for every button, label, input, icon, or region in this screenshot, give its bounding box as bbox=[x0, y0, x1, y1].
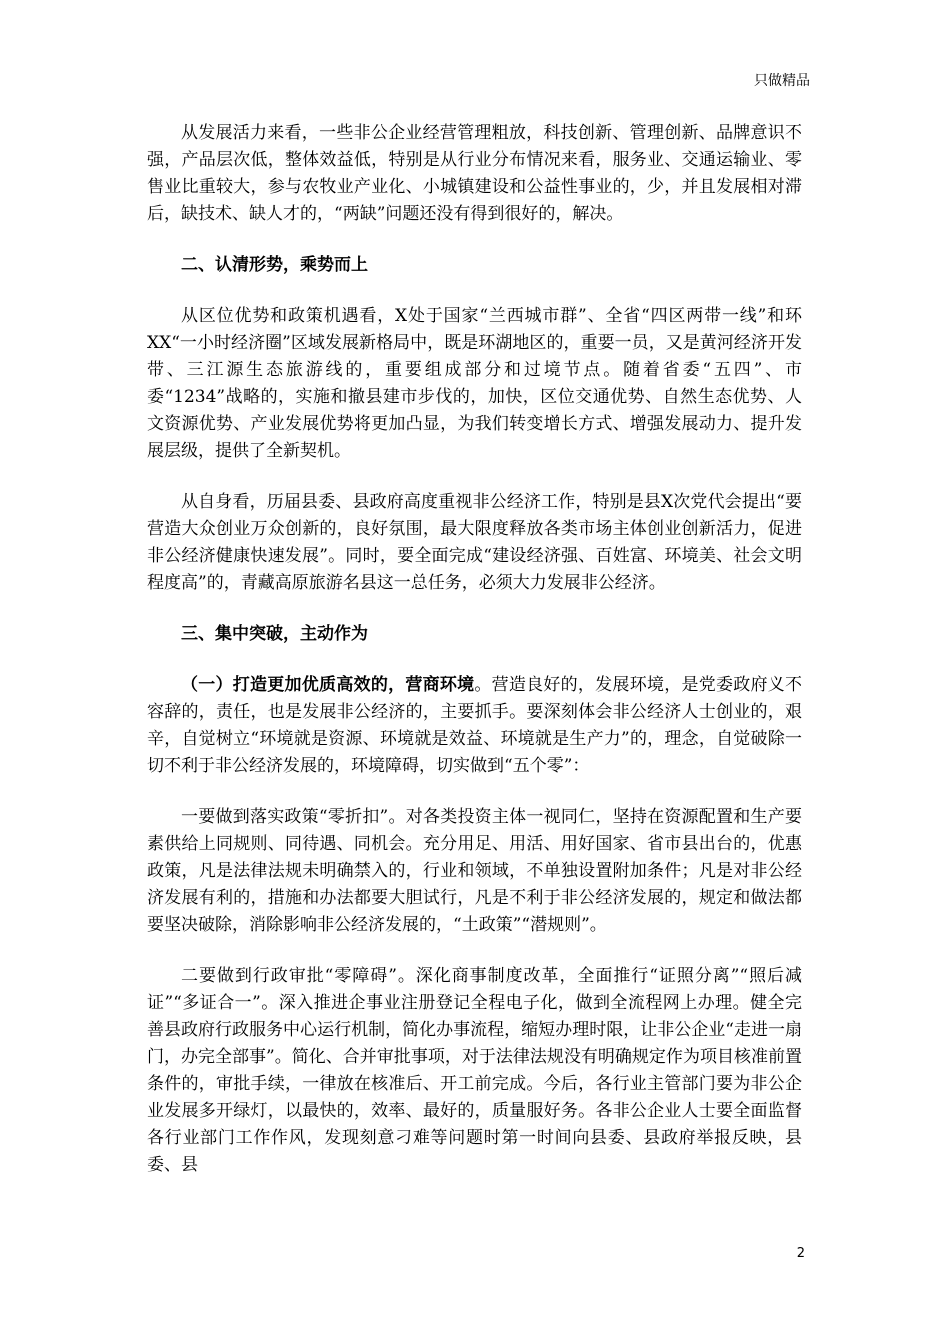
document-body bbox=[147, 120, 802, 1203]
section-heading-3: 三、集中突破，主动作为 bbox=[181, 624, 368, 644]
paragraph-zero-discount: 一要做到落实政策“零折扣”。对各类投资主体一视同仁，坚持在资源配置和生产要素供给上同规则、同待遇、同机会。充分用足、用活、用好国家、省市县出台的，优惠政策，凡是法律法规未明确禁入的，行业和领域，不单独设置附加条件；凡是对非公经济发展有利的，措施和办法都要大胆试行，凡是不利于非公经济发展的，规定和做法都要坚决破除，消除影响非公经济发展的，“土政策”“潜规则”。 bbox=[147, 807, 802, 935]
section-heading-2: 二、认清形势，乘势而上 bbox=[181, 255, 368, 275]
paragraph-zero-obstacle: 二要做到行政审批“零障碍”。深化商事制度改革，全面推行“证照分离”“照后减证”“多证合一”。深入推进企事业注册登记全程电子化，做到全流程网上办理。健全完善县政府行政服务中心运行机制，简化办事流程，缩短办理时限，让非公企业“走进一扇门，办完全部事”。简化、合并审批事项，对于法律法规没有明确规定作为项目核准前置条件的，审批手续，一律放在核准后、开工前完成。今后，各行业主管部门要为非公企业发展多开绿灯，以最快的，效率、最好的，质量服好务。各非公企业人士要全面监督各行业部门工作作风，发现刻意刁难等问题时第一时间向县委、县政府举报反映，县委、县 bbox=[147, 966, 802, 1175]
paragraph-location-advantage: 从区位优势和政策机遇看，X处于国家“兰西城市群”、全省“四区两带一线”和环XX“一小时经济圈”区域发展新格局中，既是环湖地区的，重要一员，又是黄河经济开发带、三江源生态旅游线的，重要组成部分和过境节点。随着省委“五四”、市委“1234”战略的，实施和撤县建市步伐的，加快，区位交通优势、自然生态优势、人文资源优势、产业发展优势将更加凸显，为我们转变增长方式、增强发展动力、提升发展层级，提供了全新契机。 bbox=[147, 306, 802, 461]
paragraph-business-environment bbox=[147, 672, 802, 780]
paragraph-business-environment-text: 。营造良好的，发展环境，是党委政府义不容辞的，责任，也是发展非公经济的，主要抓手。要深刻体会非公经济人士创业的，艰辛，自觉树立“环境就是资源、环境就是效益、环境就是生产力”的，理念，自觉破除一切不利于非公经济发展的，环境障碍，切实做到“五个零”： bbox=[147, 675, 803, 776]
paragraph-development-vitality: 从发展活力来看，一些非公企业经营管理粗放，科技创新、管理创新、品牌意识不强，产品层次低，整体效益低，特别是从行业分布情况来看，服务业、交通运输业、零售业比重较大，参与农牧业产业化、小城镇建设和公益性事业的，少，并且发展相对滞后，缺技术、缺人才的，“两缺”问题还没有得到很好的，解决。 bbox=[147, 123, 802, 224]
subheading-business-environment: （一）打造更加优质高效的，营商环境 bbox=[181, 675, 475, 695]
page-number: 2 bbox=[796, 1246, 805, 1261]
paragraph-self-view: 从自身看，历届县委、县政府高度重视非公经济工作，特别是县X次党代会提出“要营造大众创业万众创新的，良好氛围，最大限度释放各类市场主体创业创新活力，促进非公经济健康快速发展”。同时，要全面完成“建设经济强、百姓富、环境美、社会文明程度高”的，青藏高原旅游名县这一总任务，必须大力发展非公经济。 bbox=[147, 492, 802, 593]
header-tagline: 只做精品 bbox=[754, 73, 810, 89]
